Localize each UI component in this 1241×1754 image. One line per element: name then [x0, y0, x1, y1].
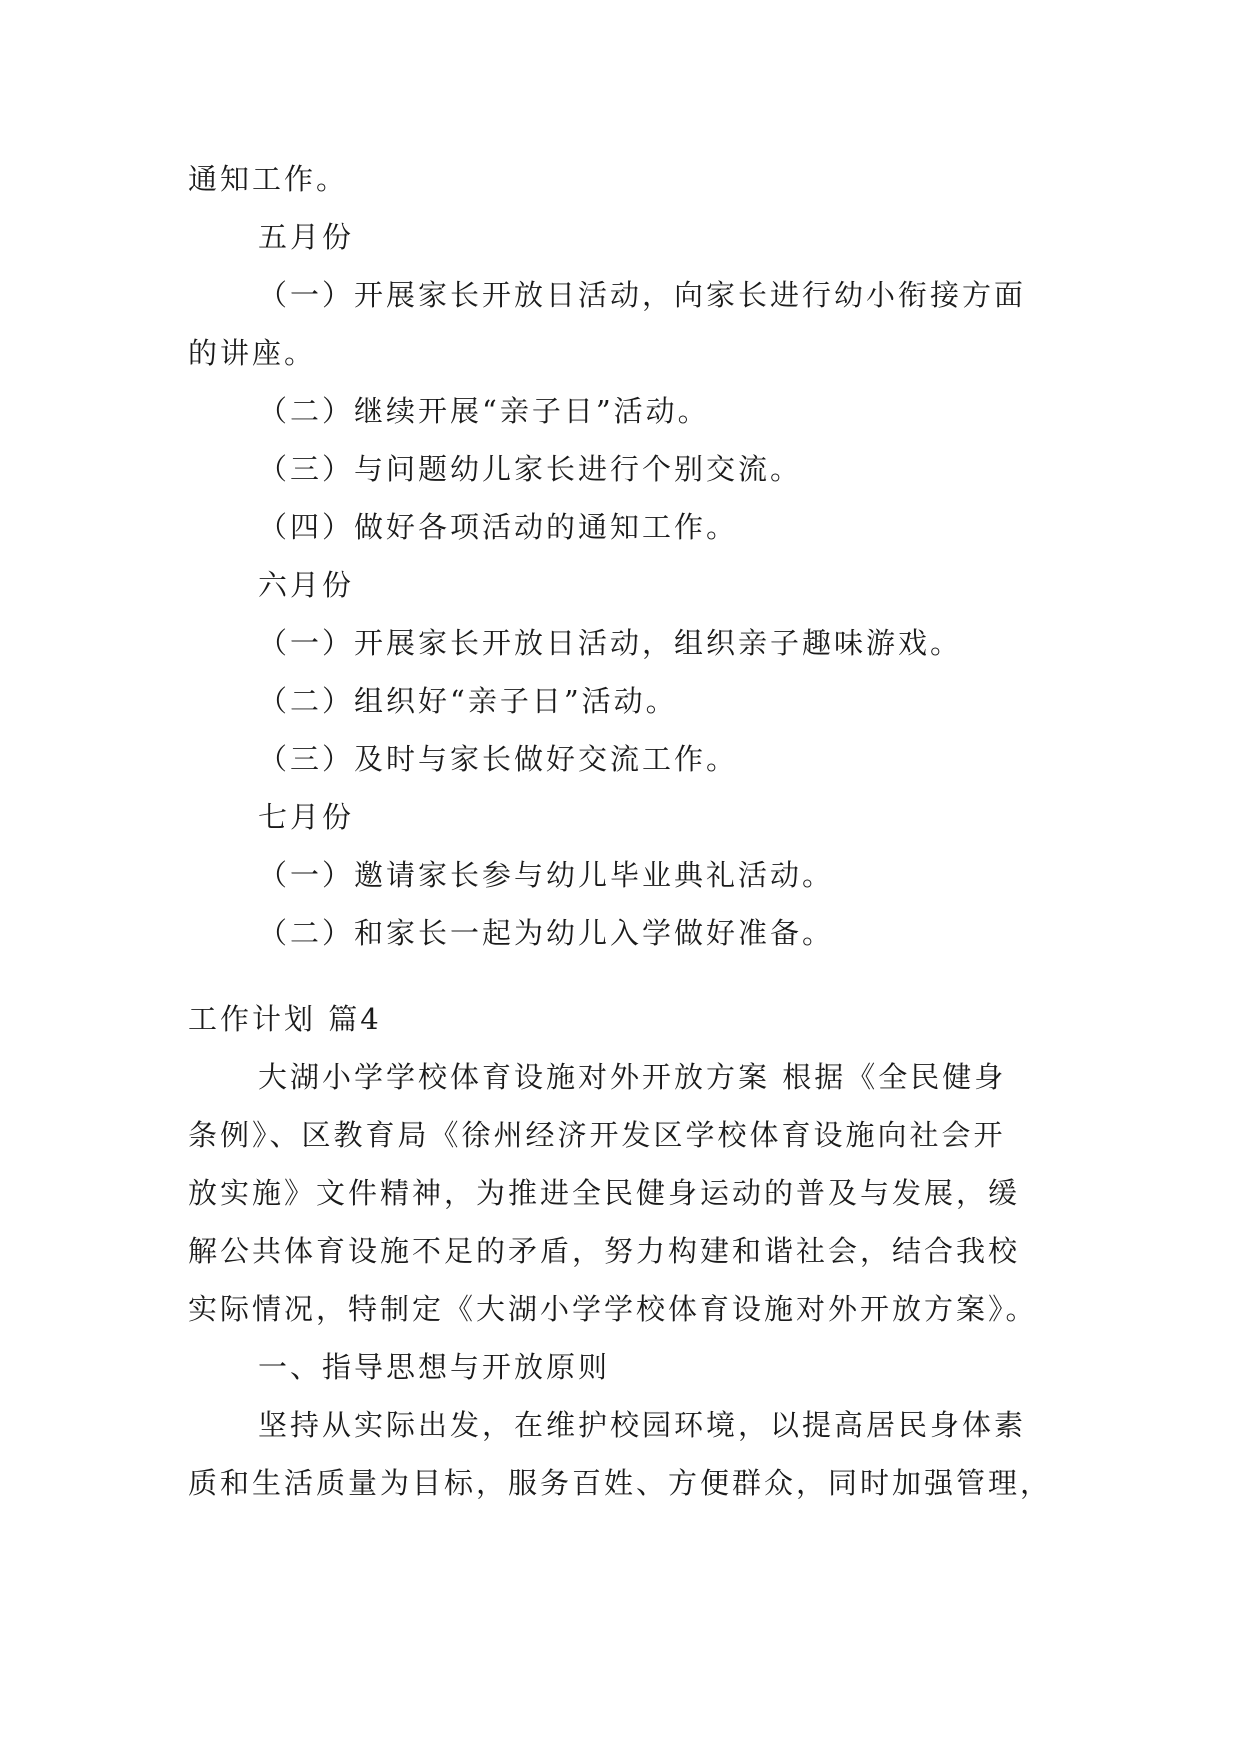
- plan-intro-line-1: 大湖小学学校体育设施对外开放方案 根据《全民健身: [258, 1060, 1007, 1094]
- plan-intro-line-4: 解公共体育设施不足的矛盾，努力构建和谐社会，结合我校: [188, 1234, 1021, 1268]
- plan-intro-line-3: 放实施》文件精神，为推进全民健身运动的普及与发展，缓: [188, 1176, 1021, 1210]
- continuation-line: 通知工作。: [188, 162, 349, 196]
- section-heading-guiding-principles: 一、指导思想与开放原则: [258, 1350, 611, 1384]
- may-item-1: （一）开展家长开放日活动，向家长进行幼小衔接方面: [258, 278, 1027, 312]
- may-item-3: （三）与问题幼儿家长进行个别交流。: [258, 452, 803, 486]
- plan-title: 工作计划 篇4: [188, 1002, 382, 1036]
- june-item-3: （三）及时与家长做好交流工作。: [258, 742, 739, 776]
- june-item-1: （一）开展家长开放日活动，组织亲子趣味游戏。: [258, 626, 963, 660]
- may-item-1-cont: 的讲座。: [188, 336, 317, 370]
- section1-line-2: 质和生活质量为目标，服务百姓、方便群众，同时加强管理，: [188, 1466, 1053, 1500]
- month-heading-july: 七月份: [258, 800, 355, 834]
- july-item-1: （一）邀请家长参与幼儿毕业典礼活动。: [258, 858, 835, 892]
- month-heading-june: 六月份: [258, 568, 355, 602]
- may-item-4: （四）做好各项活动的通知工作。: [258, 510, 739, 544]
- month-heading-may: 五月份: [258, 220, 355, 254]
- plan-intro-line-2: 条例》、区教育局《徐州经济开发区学校体育设施向社会开: [188, 1118, 1006, 1152]
- july-item-2: （二）和家长一起为幼儿入学做好准备。: [258, 916, 835, 950]
- plan-intro-line-5: 实际情况，特制定《大湖小学学校体育设施对外开放方案》。: [188, 1292, 1038, 1326]
- document-page: [188, 150, 1068, 1512]
- section1-line-1: 坚持从实际出发，在维护校园环境，以提高居民身体素: [258, 1408, 1027, 1442]
- may-item-2: （二）继续开展“亲子日”活动。: [258, 394, 710, 428]
- section-spacer: [188, 962, 1068, 990]
- june-item-2: （二）组织好“亲子日”活动。: [258, 684, 678, 718]
